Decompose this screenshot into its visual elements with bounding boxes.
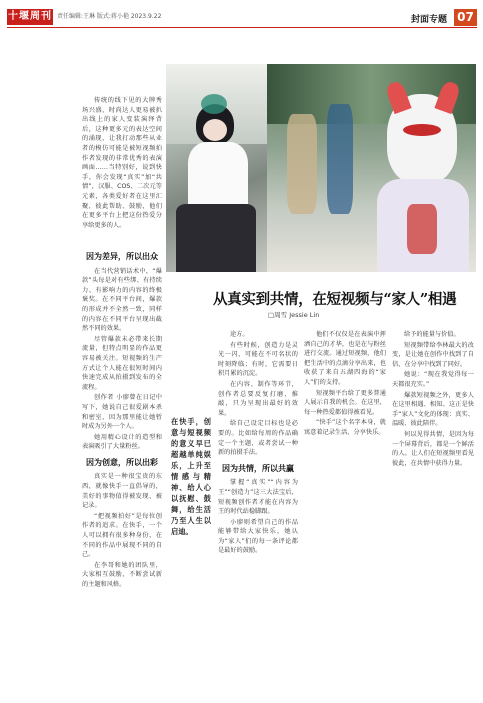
paragraph: “把视频拍好”是每位创作者的追求。在快手，一个人可以拥有很多种身份，在不同的作品中展现不同的自己。 xyxy=(82,512,162,559)
paragraph: 创作者 小廖曾在日记中写下，她说自己很爱剧本杀和密室，因为那里能让她暂时成为另外一个人。 xyxy=(82,394,162,431)
paragraph: 有些时候，创造力是灵光一闪，可能在不可名状的时刻降临；有时，它需要日积月累的沉淀。 xyxy=(218,341,298,378)
paragraph: 掌握“真实”“内容为王”“创造力”这三大法宝后，短视频创作者才能在内容为王的时代站稳脚跟。 xyxy=(218,479,298,516)
paragraph: 真实是一种很宝贵的东西，就像快手一直倡导的，美好的事物值得被发现、被记录。 xyxy=(82,473,162,510)
masthead-logo: 十堰周刊 xyxy=(7,9,53,25)
paragraph: 爆款短视频之外，更多人在这里相遇、相知。这正是快手“家人”文化的体现：真实、温暖、彼此陪伴。 xyxy=(392,391,474,428)
photo-cosplayer-right xyxy=(267,64,476,272)
column-left-lower xyxy=(82,246,162,698)
paragraph: 在李哥和她的团队里，大家相互鼓励，不断尝试新的主题和风格。 xyxy=(82,561,162,588)
editor-credits: 责任编辑:王琳 版式:蒋小艳 2023.9.22 xyxy=(57,13,162,20)
intro-paragraph: 传统的线下见的大牌秀场兴盛，时尚达人更易被扒出线上的家人变装演绎背后，这种更多元的表达空间的涌现，让我打动那些从业者的模仿可能是被短视频拍作者发现的非常优秀的表演画面……当特别好，说到快手，你会发现“真实”加“共情”，汉服、COS、二次元等元素，各类爱好者在这里汇聚，彼此帮助、鼓励，他们在更多平台上把这份热爱分享给更多的人。 xyxy=(82,97,162,229)
header-rule xyxy=(7,27,477,28)
paragraph: 尽管爆款未必带来长期流量，但特点明显的作品更容易被关注。短视频的生产方式让个人能在很短时间内快速完成从拍摄到发布的全流程。 xyxy=(82,335,162,391)
subhead-creativity: 因为创意，所以出彩 xyxy=(86,457,158,467)
photo-cosplayer-left xyxy=(166,64,267,272)
column-intro xyxy=(82,96,162,236)
paragraph: 何以见得共情，是因为每一个屏幕背后，都是一个鲜活的人。让人们在短视频里看见彼此，在共情中获得力量。 xyxy=(392,430,474,467)
paragraph: 他们不仅仅是在表演中挥洒自己的才华，也是在与粉丝进行交流。通过短视频，他们把生活中的点滴分享出来，也收获了来自五湖四海的“家人”们的支持。 xyxy=(304,331,386,386)
paragraph: 她说：“现在我觉得每一天都很充实。” xyxy=(392,371,474,388)
column-2 xyxy=(218,330,298,698)
paragraph: 短视频带给李林最大的改变，是让她在创作中找到了自信，在分享中找到了同好。 xyxy=(392,341,474,368)
paragraph: 在当代营销话术中，“爆款”头每是对有些绑、有持续力、有影响力的内容的终极褒奖。在不同平台间，爆款的形成并不全然一致，同样的内容在不同平台呈现出截然不同的效果。 xyxy=(82,267,162,333)
paragraph: 小廖则希望自己的作品能够带给大家快乐，她认为“家人”们的每一条评论都是最好的鼓励。 xyxy=(218,518,298,555)
paragraph: 在内容、制作等环节，创作者总要反复打磨、推敲，只为呈现出最好的效果。 xyxy=(218,380,298,417)
paragraph: 给予的能量与价值。 xyxy=(404,331,460,338)
column-4 xyxy=(392,330,474,698)
page-header xyxy=(0,0,483,28)
article-headline: 从真实到共情，在短视频与“家人”相遇 xyxy=(213,291,457,308)
subhead-empathy: 因为共情，所以共赢 xyxy=(222,463,294,473)
paragraph: 短视频平台给了更多普通人展示自我的机会。在这里，每一种热爱都值得被看见。 xyxy=(304,389,386,416)
section-label: 封面专题 xyxy=(410,15,447,25)
paragraph: 途方。 xyxy=(230,331,249,338)
subhead-difference: 因为差异，所以出众 xyxy=(86,252,158,261)
paragraph: “快手”这个名字本身，就寓意着记录生活、分享快乐。 xyxy=(304,419,386,436)
article-byline: □周雪 Jessie Lin xyxy=(268,311,320,319)
page-number: 07 xyxy=(454,9,477,26)
paragraph: 她用精心设计的造型和表演吸引了大量粉丝。 xyxy=(82,433,162,451)
column-3 xyxy=(304,330,386,698)
paragraph: 给自己设定目标也是必要的。比如给每周的作品确定一个主题，或者尝试一种新的拍摄手法。 xyxy=(218,420,298,457)
pull-quote: 在快手，创意与短视频的意义早已超越单纯娱乐，上升至情感与精神、给人心以抚慰、鼓舞，给生活乃至人生以启迪。 xyxy=(171,417,211,536)
